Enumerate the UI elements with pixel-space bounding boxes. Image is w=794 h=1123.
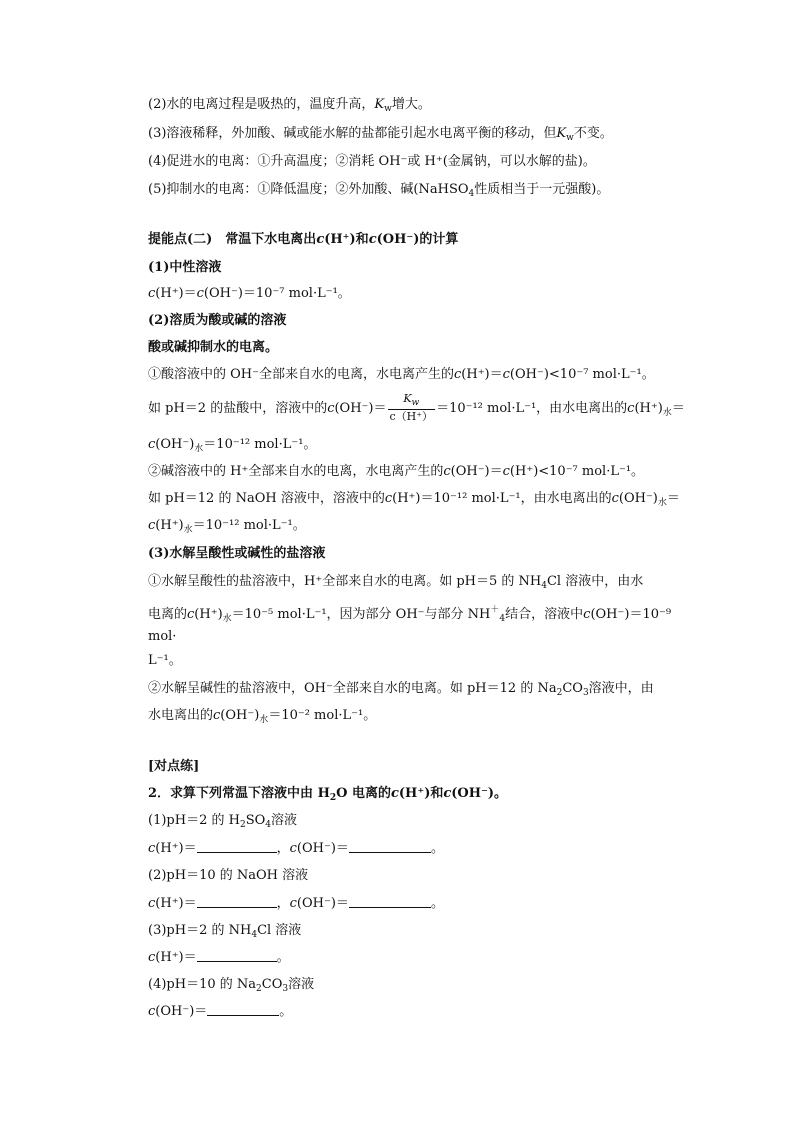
text-line: (2)水的电离过程是吸热的，温度升高，$K_w$增大。: [148, 97, 431, 114]
answer-line: c(H⁺)＝ ，c(OH⁻)＝ 。: [148, 896, 444, 911]
answer-blank[interactable]: [197, 895, 277, 908]
text-line: $c(H^+)_水=10^{-12}$ mol·L⁻¹。: [148, 518, 306, 535]
answer-blank[interactable]: [207, 1003, 279, 1016]
subsection-title: (1)中性溶液: [148, 260, 222, 275]
text-line: ①酸溶液中的 OH⁻全部来自水的电离，水电离产生的c(H⁺)＝c(OH⁻)<10⁻⁷ mol·L⁻¹。: [148, 367, 655, 382]
subsection-title: (2)溶质为酸或碱的溶液: [148, 313, 287, 328]
practice-heading: [对点练]: [148, 759, 200, 774]
text-line: (5)抑制水的电离：①降低温度；②外加酸、碱(NaHSO$_4$性质相当于一元强酸)。: [148, 182, 610, 199]
text-line: 电离的$c(H^+)_水=10^{-5}$ mol·L⁻¹，因为部分 OH⁻与部分 $NH^+_4$结合，溶液中c(OH⁻)＝10⁻⁹: [148, 605, 672, 624]
answer-blank[interactable]: [349, 840, 431, 853]
answer-blank[interactable]: [349, 895, 431, 908]
text-line: ①水解呈酸性的盐溶液中，H⁺全部来自水的电离。如 pH＝5 的 $NH_4Cl$ 溶液中，由水: [148, 574, 644, 591]
answer-blank[interactable]: [197, 949, 277, 962]
answer-line: c(H⁺)＝ 。: [148, 950, 290, 965]
question-text: 2．求算下列常温下溶液中由 $H_2O$ 电离的c(H⁺)和c(OH⁻)。: [148, 786, 508, 803]
question-item: (1)pH＝2 的 $H_2SO_4$溶液: [148, 813, 298, 830]
answer-blank[interactable]: [197, 840, 277, 853]
text-line: ②碱溶液中的 H⁺全部来自水的电离，水电离产生的c(OH⁻)＝c(H⁺)<10⁻⁷ mol·L⁻¹。: [148, 464, 645, 479]
question-item: (4)pH＝10 的 $Na_2CO_3$溶液: [148, 977, 315, 994]
answer-line: c(H⁺)＝ ，c(OH⁻)＝ 。: [148, 841, 444, 856]
text-line: (3)溶液稀释，外加酸、碱或能水解的盐都能引起水电离平衡的移动，但$K_w$不变。: [148, 126, 613, 143]
text-line: L⁻¹。: [148, 653, 182, 668]
text-line: 酸或碱抑制水的电离。: [148, 340, 279, 355]
question-item: (3)pH＝2 的 $NH_4Cl$ 溶液: [148, 923, 302, 940]
text-line: 水电离出的$c(OH^-)_水=10^{-2}$ mol·L⁻¹。: [148, 708, 377, 725]
text-line: mol·: [148, 629, 177, 644]
text-line: $c(OH^-)_水=10^{-12}$ mol·L⁻¹。: [148, 437, 317, 454]
subsection-title: (3)水解呈酸性或碱性的盐溶液: [148, 546, 326, 561]
text-line: ②水解呈碱性的盐溶液中，OH⁻全部来自水的电离。如 pH＝12 的 $Na_2CO_3$溶液中，由: [148, 681, 654, 698]
fraction: $\frac{K_w}{c(H^+)}$: [389, 392, 434, 423]
text-line: (4)促进水的电离：①升高温度；②消耗 OH⁻或 H⁺(金属钠，可以水解的盐)。: [148, 154, 596, 169]
equation-line: c(H⁺)＝c(OH⁻)＝10⁻⁷ mol·L⁻¹。: [148, 286, 351, 301]
section-heading: 提能点(二) 常温下水电离出c(H⁺)和c(OH⁻)的计算: [148, 232, 459, 247]
answer-line: c(OH⁻)＝ 。: [148, 1004, 293, 1019]
text-line: 如 pH＝2 的盐酸中，溶液中的c(OH⁻)＝ $\frac{K_w}{c(H^+)}$ ＝10⁻¹² mol·L⁻¹，由水电离出的$c(H^+)_水=$: [148, 392, 685, 423]
text-line: 如 pH＝12 的 NaOH 溶液中，溶液中的c(H⁺)＝10⁻¹² mol·L⁻¹，由水电离出的$c(OH^-)_水=$: [148, 491, 680, 508]
question-item: (2)pH＝10 的 NaOH 溶液: [148, 868, 309, 883]
